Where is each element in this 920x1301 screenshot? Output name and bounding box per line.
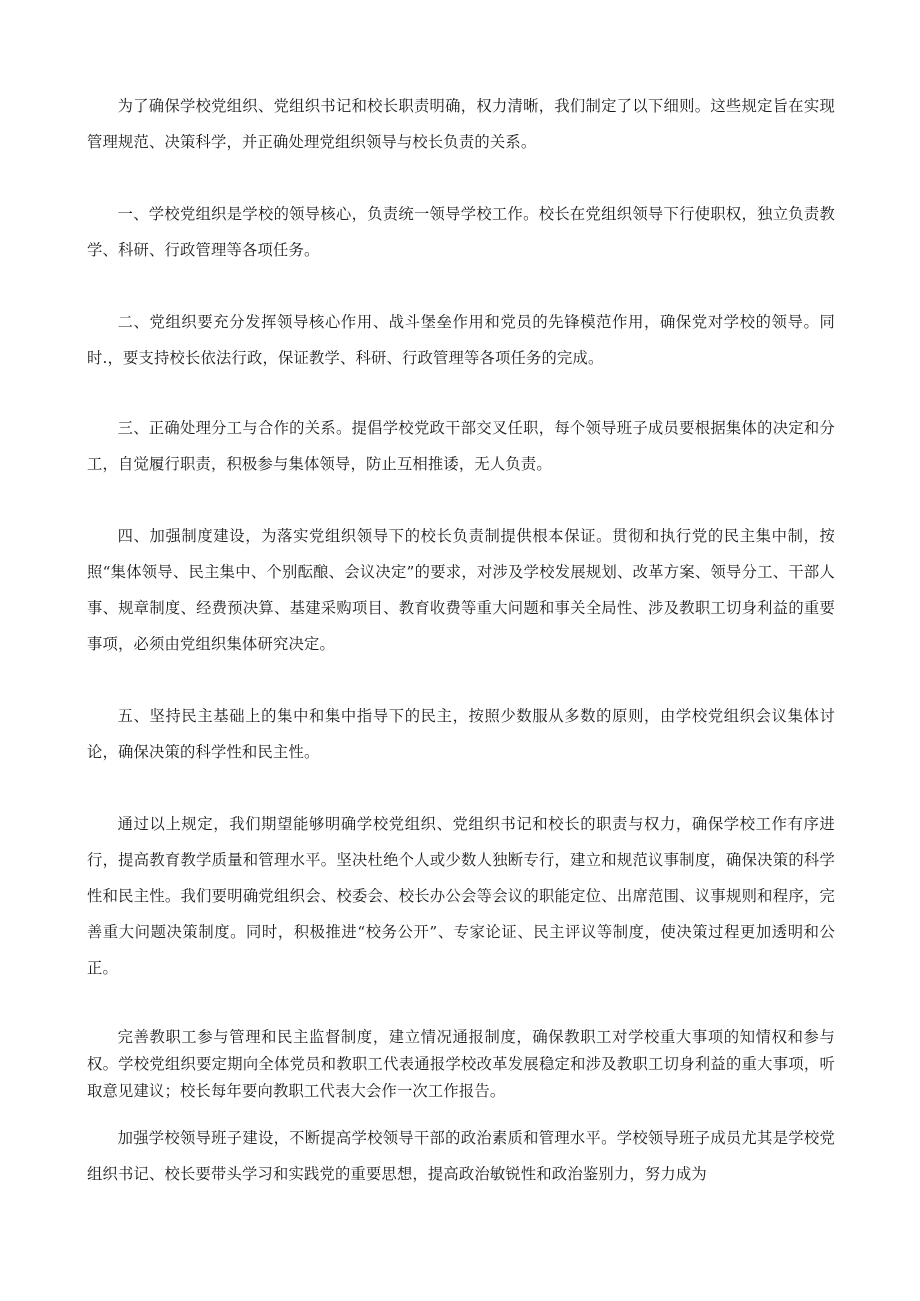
paragraph-intro: 为了确保学校党组织、党组织书记和校长职责明确，权力清晰，我们制定了以下细则。这些规定旨在实现管理规范、决策科学，并正确处理党组织领导与校长负责的关系。 [87, 97, 835, 151]
paragraph-supervision: 完善教职工参与管理和民主监督制度，建立情况通报制度，确保教职工对学校重大事项的知情权和参与权。学校党组织要定期向全体党员和教职工代表通报学校改革发展稳定和涉及教职工切身利益的重大事项，听取意见建议；校长每年要向教职工代表大会作一次工作报告。 [87, 1028, 835, 1100]
paragraph-leadership: 加强学校领导班子建设，不断提高学校领导干部的政治素质和管理水平。学校领导班子成员尤其是学校党组织书记、校长要带头学习和实践党的重要思想，提高政治敏锐性和政治鉴别力，努力成为 [87, 1129, 835, 1183]
paragraph-article-2: 二、党组织要充分发挥领导核心作用、战斗堡垒作用和党员的先锋模范作用，确保党对学校的领导。同时.，要支持校长依法行政，保证教学、科研、行政管理等各项任务的完成。 [87, 313, 835, 367]
paragraph-article-5: 五、坚持民主基础上的集中和集中指导下的民主，按照少数服从多数的原则，由学校党组织会议集体讨论，确保决策的科学性和民主性。 [87, 707, 835, 761]
paragraph-article-4: 四、加强制度建设，为落实党组织领导下的校长负责制提供根本保证。贯彻和执行党的民主集中制，按照“集体领导、民主集中、个别酝酿、会议决定”的要求，对涉及学校发展规划、改革方案、领导分工、干部人事、规章制度、经费预决算、基建采购项目、教育收费等重大问题和事关全局性、涉及教职工切身利益的重要事项，必须由党组织集体研究决定。 [87, 527, 835, 653]
paragraph-summary: 通过以上规定，我们期望能够明确学校党组织、党组织书记和校长的职责与权力，确保学校工作有序进行，提高教育教学质量和管理水平。坚决杜绝个人或少数人独断专行，建立和规范议事制度，确保决策的科学性和民主性。我们要明确党组织会、校委会、校长办公会等会议的职能定位、出席范围、议事规则和程序，完善重大问题决策制度。同时，积极推进“校务公开”、专家论证、民主评议等制度，使决策过程更加透明和公正。 [87, 815, 835, 977]
paragraph-article-3: 三、正确处理分工与合作的关系。提倡学校党政干部交叉任职，每个领导班子成员要根据集体的决定和分工，自觉履行职责，积极参与集体领导，防止互相推诿，无人负责。 [87, 419, 835, 473]
paragraph-article-1: 一、学校党组织是学校的领导核心，负责统一领导学校工作。校长在党组织领导下行使职权，独立负责教学、科研、行政管理等各项任务。 [87, 205, 835, 259]
